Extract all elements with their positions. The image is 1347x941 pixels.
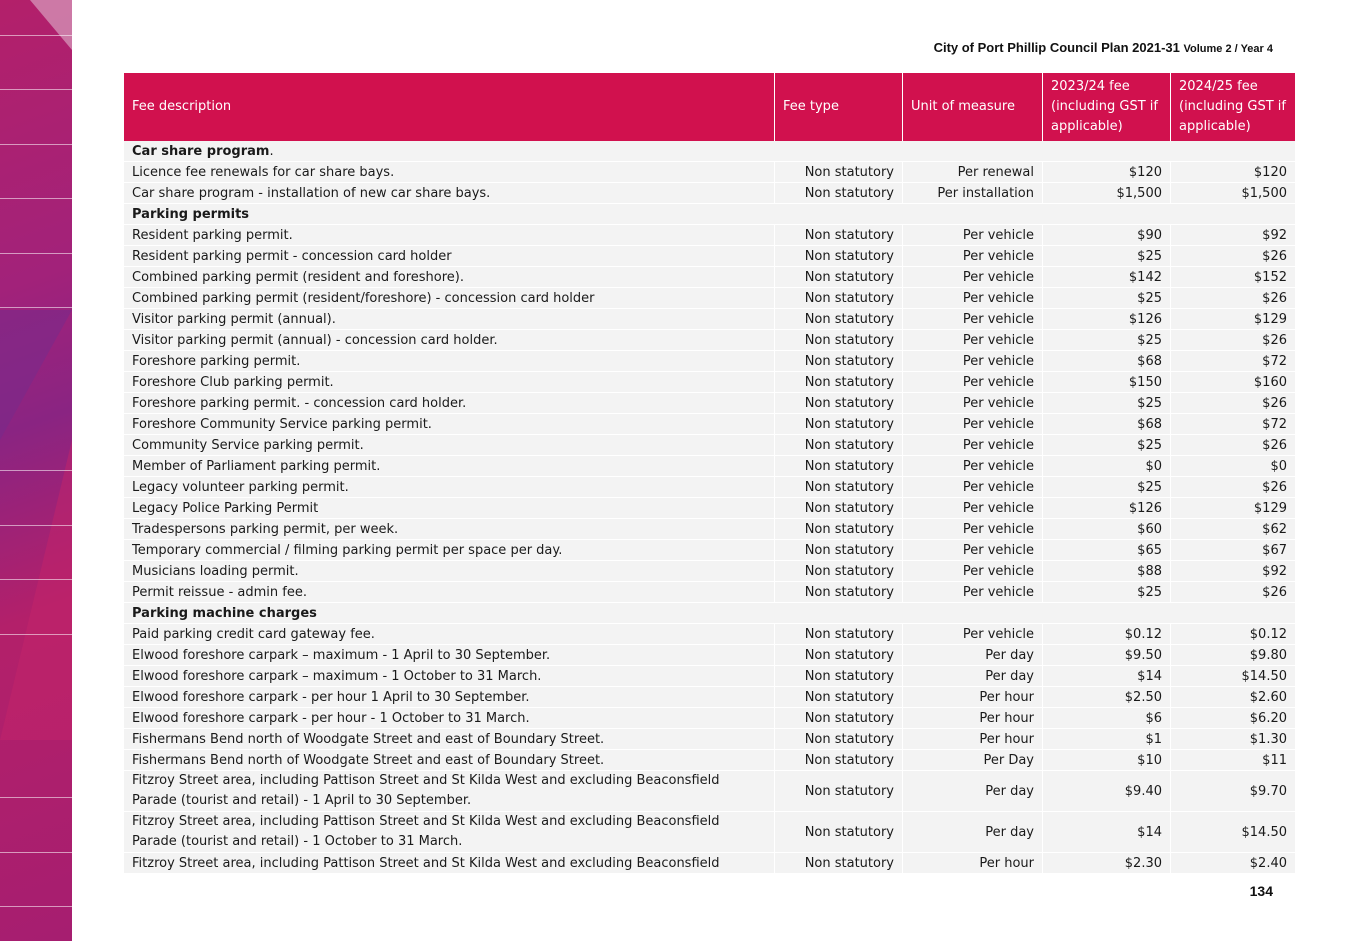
fee-2023-24-cell: $68 — [1043, 351, 1171, 372]
fee-2023-24-cell: $9.50 — [1043, 645, 1171, 666]
fee-type-cell: Non statutory — [775, 853, 903, 874]
fee-2024-25-cell: $72 — [1171, 414, 1295, 435]
sidebar-divider — [0, 253, 72, 254]
sidebar-divider — [0, 307, 72, 308]
fee-2023-24-cell: $1,500 — [1043, 183, 1171, 204]
fee-type-cell: Non statutory — [775, 729, 903, 750]
fee-2023-24-cell: $25 — [1043, 435, 1171, 456]
fee-type-cell: Non statutory — [775, 645, 903, 666]
unit-of-measure-cell: Per Day — [903, 750, 1043, 771]
fee-description-cell: Visitor parking permit (annual). — [124, 309, 775, 330]
table-row — [124, 812, 1295, 853]
section-heading — [124, 141, 1295, 162]
fee-type-cell: Non statutory — [775, 771, 903, 812]
fee-description-cell: Resident parking permit. — [124, 225, 775, 246]
table-row — [124, 435, 1295, 456]
fee-table — [124, 73, 1295, 874]
table-row — [124, 477, 1295, 498]
fee-type-cell: Non statutory — [775, 372, 903, 393]
unit-of-measure-cell: Per day — [903, 666, 1043, 687]
fee-2024-25-cell: $9.70 — [1171, 771, 1295, 812]
document-header — [934, 40, 1273, 55]
sidebar-divider — [0, 579, 72, 580]
unit-of-measure-cell: Per vehicle — [903, 414, 1043, 435]
sidebar-divider — [0, 852, 72, 853]
fee-description-cell: Member of Parliament parking permit. — [124, 456, 775, 477]
unit-of-measure-cell: Per vehicle — [903, 267, 1043, 288]
table-row — [124, 351, 1295, 372]
fee-type-cell: Non statutory — [775, 812, 903, 853]
fee-2023-24-cell: $65 — [1043, 540, 1171, 561]
fee-description-cell: Foreshore Community Service parking permit. — [124, 414, 775, 435]
fee-2024-25-cell: $26 — [1171, 330, 1295, 351]
fee-2024-25-cell: $67 — [1171, 540, 1295, 561]
sidebar-shape — [30, 0, 72, 50]
fee-2023-24-cell: $142 — [1043, 267, 1171, 288]
section-title: Parking permits — [132, 206, 250, 222]
fee-2023-24-cell: $10 — [1043, 750, 1171, 771]
table-row — [124, 498, 1295, 519]
fee-2023-24-cell: $90 — [1043, 225, 1171, 246]
fee-2024-25-cell: $26 — [1171, 246, 1295, 267]
fee-description-cell: Combined parking permit (resident/foreshore) - concession card holder — [124, 288, 775, 309]
sidebar-shape — [0, 310, 72, 440]
fee-description-cell: Tradespersons parking permit, per week. — [124, 519, 775, 540]
unit-of-measure-cell: Per vehicle — [903, 225, 1043, 246]
table-header-row — [124, 73, 1295, 141]
fee-2024-25-cell: $26 — [1171, 582, 1295, 603]
unit-of-measure-cell: Per vehicle — [903, 435, 1043, 456]
column-header-unit-of-measure: Unit of measure — [903, 73, 1043, 141]
fee-2024-25-cell: $11 — [1171, 750, 1295, 771]
fee-2023-24-cell: $2.30 — [1043, 853, 1171, 874]
table-row — [124, 729, 1295, 750]
unit-of-measure-cell: Per vehicle — [903, 624, 1043, 645]
section-title: Car share program — [132, 143, 270, 159]
table-row — [124, 288, 1295, 309]
fee-2024-25-cell: $2.60 — [1171, 687, 1295, 708]
table-row — [124, 246, 1295, 267]
fee-type-cell: Non statutory — [775, 393, 903, 414]
fee-type-cell: Non statutory — [775, 288, 903, 309]
fee-type-cell: Non statutory — [775, 183, 903, 204]
table-row — [124, 687, 1295, 708]
fee-2024-25-cell: $92 — [1171, 561, 1295, 582]
column-header-2024-25-fee: 2024/25 fee (including GST if applicable) — [1171, 73, 1295, 141]
fee-type-cell: Non statutory — [775, 750, 903, 771]
fee-2024-25-cell: $129 — [1171, 498, 1295, 519]
fee-2024-25-cell: $0.12 — [1171, 624, 1295, 645]
table-row — [124, 853, 1295, 874]
fee-2023-24-cell: $14 — [1043, 666, 1171, 687]
section-title: Parking machine charges — [132, 605, 317, 621]
column-header-fee-description: Fee description — [124, 73, 775, 141]
fee-description-cell: Foreshore Club parking permit. — [124, 372, 775, 393]
fee-2024-25-cell: $1,500 — [1171, 183, 1295, 204]
fee-2024-25-cell: $14.50 — [1171, 812, 1295, 853]
fee-2023-24-cell: $25 — [1043, 582, 1171, 603]
table-row — [124, 414, 1295, 435]
unit-of-measure-cell: Per vehicle — [903, 582, 1043, 603]
section-row — [124, 603, 1295, 624]
table-row — [124, 330, 1295, 351]
fee-2023-24-cell: $9.40 — [1043, 771, 1171, 812]
unit-of-measure-cell: Per vehicle — [903, 519, 1043, 540]
unit-of-measure-cell: Per hour — [903, 687, 1043, 708]
table-row — [124, 372, 1295, 393]
fee-description-cell: Resident parking permit - concession card holder — [124, 246, 775, 267]
unit-of-measure-cell: Per day — [903, 645, 1043, 666]
table-body — [124, 141, 1295, 874]
table-row — [124, 183, 1295, 204]
fee-2024-25-cell: $62 — [1171, 519, 1295, 540]
fee-type-cell: Non statutory — [775, 414, 903, 435]
fee-type-cell: Non statutory — [775, 666, 903, 687]
table-row — [124, 708, 1295, 729]
table-row — [124, 225, 1295, 246]
fee-type-cell: Non statutory — [775, 267, 903, 288]
sidebar-divider — [0, 89, 72, 90]
unit-of-measure-cell: Per vehicle — [903, 246, 1043, 267]
fee-2024-25-cell: $2.40 — [1171, 853, 1295, 874]
table-row — [124, 645, 1295, 666]
fee-type-cell: Non statutory — [775, 687, 903, 708]
table-row — [124, 561, 1295, 582]
fee-type-cell: Non statutory — [775, 309, 903, 330]
table-row — [124, 582, 1295, 603]
table-row — [124, 666, 1295, 687]
table-row — [124, 162, 1295, 183]
unit-of-measure-cell: Per vehicle — [903, 330, 1043, 351]
table-row — [124, 456, 1295, 477]
fee-description-cell: Paid parking credit card gateway fee. — [124, 624, 775, 645]
unit-of-measure-cell: Per vehicle — [903, 456, 1043, 477]
fee-2023-24-cell: $6 — [1043, 708, 1171, 729]
section-heading — [124, 603, 1295, 624]
unit-of-measure-cell: Per vehicle — [903, 498, 1043, 519]
decorative-sidebar — [0, 0, 72, 941]
fee-description-cell: Temporary commercial / filming parking permit per space per day. — [124, 540, 775, 561]
fee-2024-25-cell: $14.50 — [1171, 666, 1295, 687]
fee-2023-24-cell: $0 — [1043, 456, 1171, 477]
fee-description-cell: Foreshore parking permit. — [124, 351, 775, 372]
fee-description-cell: Community Service parking permit. — [124, 435, 775, 456]
fee-type-cell: Non statutory — [775, 561, 903, 582]
table-row — [124, 267, 1295, 288]
fee-description-cell: Fishermans Bend north of Woodgate Street and east of Boundary Street. — [124, 750, 775, 771]
fee-2023-24-cell: $126 — [1043, 309, 1171, 330]
fee-2023-24-cell: $1 — [1043, 729, 1171, 750]
header-main-title: City of Port Phillip Council Plan 2021-31 — [933, 40, 1180, 55]
fee-2024-25-cell: $152 — [1171, 267, 1295, 288]
column-header-fee-type: Fee type — [775, 73, 903, 141]
fee-2023-24-cell: $14 — [1043, 812, 1171, 853]
unit-of-measure-cell: Per vehicle — [903, 540, 1043, 561]
fee-type-cell: Non statutory — [775, 162, 903, 183]
fee-description-cell: Elwood foreshore carpark - per hour - 1 October to 31 March. — [124, 708, 775, 729]
sidebar-divider — [0, 470, 72, 471]
fee-description-cell: Combined parking permit (resident and foreshore). — [124, 267, 775, 288]
fee-2024-25-cell: $92 — [1171, 225, 1295, 246]
fee-2024-25-cell: $0 — [1171, 456, 1295, 477]
fee-2023-24-cell: $25 — [1043, 246, 1171, 267]
fee-description-cell: Fitzroy Street area, including Pattison Street and St Kilda West and excluding Beaconsfield — [124, 853, 775, 874]
unit-of-measure-cell: Per vehicle — [903, 477, 1043, 498]
fee-type-cell: Non statutory — [775, 708, 903, 729]
fee-description-cell: Visitor parking permit (annual) - concession card holder. — [124, 330, 775, 351]
fee-2023-24-cell: $25 — [1043, 393, 1171, 414]
fee-type-cell: Non statutory — [775, 540, 903, 561]
fee-2023-24-cell: $68 — [1043, 414, 1171, 435]
sidebar-divider — [0, 35, 72, 36]
fee-description-cell: Fitzroy Street area, including Pattison Street and St Kilda West and excluding Beaconsfield Parade (tourist and retail) - 1 October to 31 March. — [124, 812, 775, 853]
fee-2024-25-cell: $26 — [1171, 393, 1295, 414]
unit-of-measure-cell: Per vehicle — [903, 561, 1043, 582]
fee-2023-24-cell: $88 — [1043, 561, 1171, 582]
fee-2023-24-cell: $126 — [1043, 498, 1171, 519]
fee-type-cell: Non statutory — [775, 225, 903, 246]
fee-type-cell: Non statutory — [775, 477, 903, 498]
table-row — [124, 771, 1295, 812]
fee-2024-25-cell: $26 — [1171, 477, 1295, 498]
unit-of-measure-cell: Per hour — [903, 853, 1043, 874]
fee-type-cell: Non statutory — [775, 435, 903, 456]
fee-description-cell: Elwood foreshore carpark – maximum - 1 April to 30 September. — [124, 645, 775, 666]
fee-2023-24-cell: $25 — [1043, 330, 1171, 351]
fee-description-cell: Legacy volunteer parking permit. — [124, 477, 775, 498]
fee-type-cell: Non statutory — [775, 330, 903, 351]
unit-of-measure-cell: Per vehicle — [903, 309, 1043, 330]
sidebar-shape — [0, 440, 72, 740]
sidebar-divider — [0, 797, 72, 798]
section-row — [124, 141, 1295, 162]
fee-2024-25-cell: $160 — [1171, 372, 1295, 393]
unit-of-measure-cell: Per day — [903, 812, 1043, 853]
fee-type-cell: Non statutory — [775, 498, 903, 519]
fee-2023-24-cell: $25 — [1043, 477, 1171, 498]
header-volume: Volume 2 / Year 4 — [1183, 43, 1273, 55]
fee-description-cell: Legacy Police Parking Permit — [124, 498, 775, 519]
section-heading — [124, 204, 1295, 225]
fee-2023-24-cell: $0.12 — [1043, 624, 1171, 645]
fee-2024-25-cell: $9.80 — [1171, 645, 1295, 666]
fee-description-cell: Fishermans Bend north of Woodgate Street and east of Boundary Street. — [124, 729, 775, 750]
table-row — [124, 309, 1295, 330]
table-row — [124, 393, 1295, 414]
unit-of-measure-cell: Per hour — [903, 708, 1043, 729]
sidebar-divider — [0, 144, 72, 145]
fee-type-cell: Non statutory — [775, 519, 903, 540]
unit-of-measure-cell: Per vehicle — [903, 372, 1043, 393]
fee-2024-25-cell: $120 — [1171, 162, 1295, 183]
column-header-2023-24-fee: 2023/24 fee (including GST if applicable) — [1043, 73, 1171, 141]
unit-of-measure-cell: Per vehicle — [903, 351, 1043, 372]
fee-description-cell: Elwood foreshore carpark - per hour 1 April to 30 September. — [124, 687, 775, 708]
fee-type-cell: Non statutory — [775, 246, 903, 267]
fee-2024-25-cell: $26 — [1171, 288, 1295, 309]
fee-description-cell: Car share program - installation of new car share bays. — [124, 183, 775, 204]
fee-description-cell: Fitzroy Street area, including Pattison Street and St Kilda West and excluding Beaconsfield Parade (tourist and retail) - 1 April to 30 September. — [124, 771, 775, 812]
section-row — [124, 204, 1295, 225]
table-row — [124, 750, 1295, 771]
sidebar-divider — [0, 525, 72, 526]
fee-2024-25-cell: $26 — [1171, 435, 1295, 456]
table-row — [124, 519, 1295, 540]
sidebar-divider — [0, 198, 72, 199]
fee-type-cell: Non statutory — [775, 456, 903, 477]
fee-description-cell: Musicians loading permit. — [124, 561, 775, 582]
unit-of-measure-cell: Per hour — [903, 729, 1043, 750]
fee-type-cell: Non statutory — [775, 624, 903, 645]
fee-2024-25-cell: $129 — [1171, 309, 1295, 330]
fee-description-cell: Foreshore parking permit. - concession card holder. — [124, 393, 775, 414]
fee-2024-25-cell: $72 — [1171, 351, 1295, 372]
page-number: 134 — [1249, 883, 1273, 899]
fee-description-cell: Elwood foreshore carpark – maximum - 1 October to 31 March. — [124, 666, 775, 687]
fee-type-cell: Non statutory — [775, 582, 903, 603]
fee-2024-25-cell: $1.30 — [1171, 729, 1295, 750]
fee-description-cell: Permit reissue - admin fee. — [124, 582, 775, 603]
fee-2023-24-cell: $120 — [1043, 162, 1171, 183]
sidebar-divider — [0, 634, 72, 635]
unit-of-measure-cell: Per vehicle — [903, 288, 1043, 309]
fee-2023-24-cell: $2.50 — [1043, 687, 1171, 708]
section-title-suffix: . — [269, 143, 274, 159]
unit-of-measure-cell: Per renewal — [903, 162, 1043, 183]
fee-2023-24-cell: $60 — [1043, 519, 1171, 540]
table-row — [124, 624, 1295, 645]
sidebar-divider — [0, 906, 72, 907]
unit-of-measure-cell: Per vehicle — [903, 393, 1043, 414]
fee-2023-24-cell: $25 — [1043, 288, 1171, 309]
fee-2024-25-cell: $6.20 — [1171, 708, 1295, 729]
fee-2023-24-cell: $150 — [1043, 372, 1171, 393]
table-row — [124, 540, 1295, 561]
unit-of-measure-cell: Per installation — [903, 183, 1043, 204]
fee-description-cell: Licence fee renewals for car share bays. — [124, 162, 775, 183]
fee-type-cell: Non statutory — [775, 351, 903, 372]
unit-of-measure-cell: Per day — [903, 771, 1043, 812]
